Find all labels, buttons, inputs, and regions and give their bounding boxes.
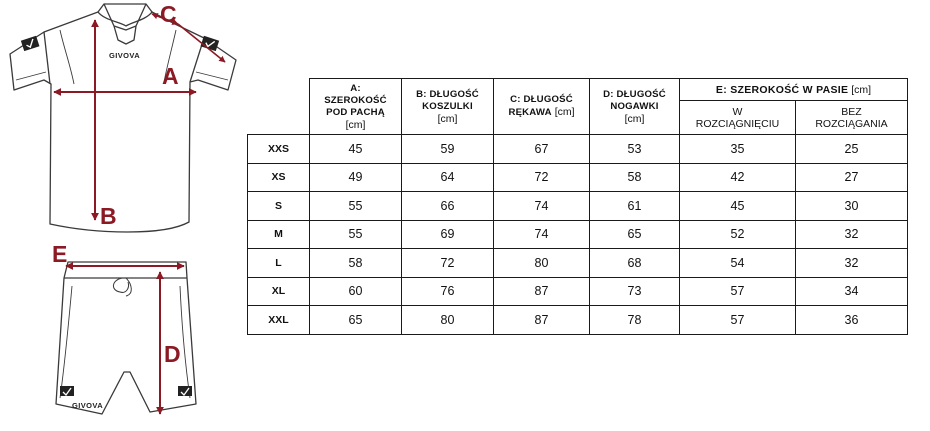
table-corner (248, 79, 310, 135)
measurement-b: 80 (402, 306, 494, 335)
measurement-c: 67 (494, 135, 590, 164)
label-a: A (162, 63, 179, 89)
measurement-b: 64 (402, 163, 494, 192)
measurement-e2: 25 (796, 135, 908, 164)
table-row (248, 192, 908, 221)
measurement-c: 72 (494, 163, 590, 192)
size-label: S (248, 192, 310, 221)
measurement-c: 80 (494, 249, 590, 278)
measurement-a: 55 (310, 192, 402, 221)
header-e-stretched: W ROZCIĄGNIĘCIU (680, 101, 796, 135)
table-row (248, 277, 908, 306)
size-label: M (248, 220, 310, 249)
header-a: A: SZEROKOŚĆ POD PACHĄ [cm] (310, 79, 402, 135)
measurement-e2: 30 (796, 192, 908, 221)
header-c: C: DŁUGOŚĆ RĘKAWA [cm] (494, 79, 590, 135)
measurement-a: 49 (310, 163, 402, 192)
size-label: L (248, 249, 310, 278)
header-b: B: DŁUGOŚĆ KOSZULKI [cm] (402, 79, 494, 135)
measurement-e2: 36 (796, 306, 908, 335)
measurement-d: 58 (590, 163, 680, 192)
measurement-b: 66 (402, 192, 494, 221)
jersey-outline (10, 4, 236, 232)
label-e: E (52, 241, 68, 267)
measurement-e2: 27 (796, 163, 908, 192)
measurement-b: 59 (402, 135, 494, 164)
measurement-e1: 57 (680, 277, 796, 306)
measurement-d: 73 (590, 277, 680, 306)
label-c: C (160, 1, 177, 27)
measurement-d: 65 (590, 220, 680, 249)
measurement-e1: 35 (680, 135, 796, 164)
measurement-e1: 54 (680, 249, 796, 278)
size-rows (248, 135, 908, 335)
measurement-c: 87 (494, 306, 590, 335)
measurement-d: 78 (590, 306, 680, 335)
shorts-brand-text: GIVOVA (72, 401, 104, 410)
measurement-d: 61 (590, 192, 680, 221)
measurement-e2: 34 (796, 277, 908, 306)
measurement-e1: 42 (680, 163, 796, 192)
jersey-brand-text: GIVOVA (109, 51, 141, 60)
size-table (247, 78, 908, 335)
measurement-e1: 52 (680, 220, 796, 249)
measurement-b: 76 (402, 277, 494, 306)
measurement-b: 72 (402, 249, 494, 278)
measurement-c: 74 (494, 220, 590, 249)
size-label: XXS (248, 135, 310, 164)
measurement-a: 45 (310, 135, 402, 164)
label-b: B (100, 203, 117, 229)
header-e: E: SZEROKOŚĆ W PASIE [cm] (680, 79, 908, 101)
table-row (248, 163, 908, 192)
header-d: D: DŁUGOŚĆ NOGAWKI [cm] (590, 79, 680, 135)
measurement-e2: 32 (796, 220, 908, 249)
header-e-unstretched: BEZ ROZCIĄGANIA (796, 101, 908, 135)
measurement-a: 55 (310, 220, 402, 249)
size-label: XL (248, 277, 310, 306)
size-label: XS (248, 163, 310, 192)
garment-diagram (0, 0, 245, 431)
measurement-e1: 45 (680, 192, 796, 221)
measurement-a: 60 (310, 277, 402, 306)
table-row (248, 220, 908, 249)
label-d: D (164, 341, 181, 367)
table-row (248, 249, 908, 278)
table-row (248, 135, 908, 164)
measurement-d: 53 (590, 135, 680, 164)
table-row (248, 306, 908, 335)
shorts-logo-right (178, 386, 192, 396)
measurement-c: 87 (494, 277, 590, 306)
shorts-logo-left (60, 386, 74, 396)
shorts-outline (56, 262, 196, 414)
measurement-b: 69 (402, 220, 494, 249)
measurement-c: 74 (494, 192, 590, 221)
measurement-d: 68 (590, 249, 680, 278)
measurement-a: 65 (310, 306, 402, 335)
size-label: XXL (248, 306, 310, 335)
measurement-e1: 57 (680, 306, 796, 335)
measurement-e2: 32 (796, 249, 908, 278)
measurement-a: 58 (310, 249, 402, 278)
